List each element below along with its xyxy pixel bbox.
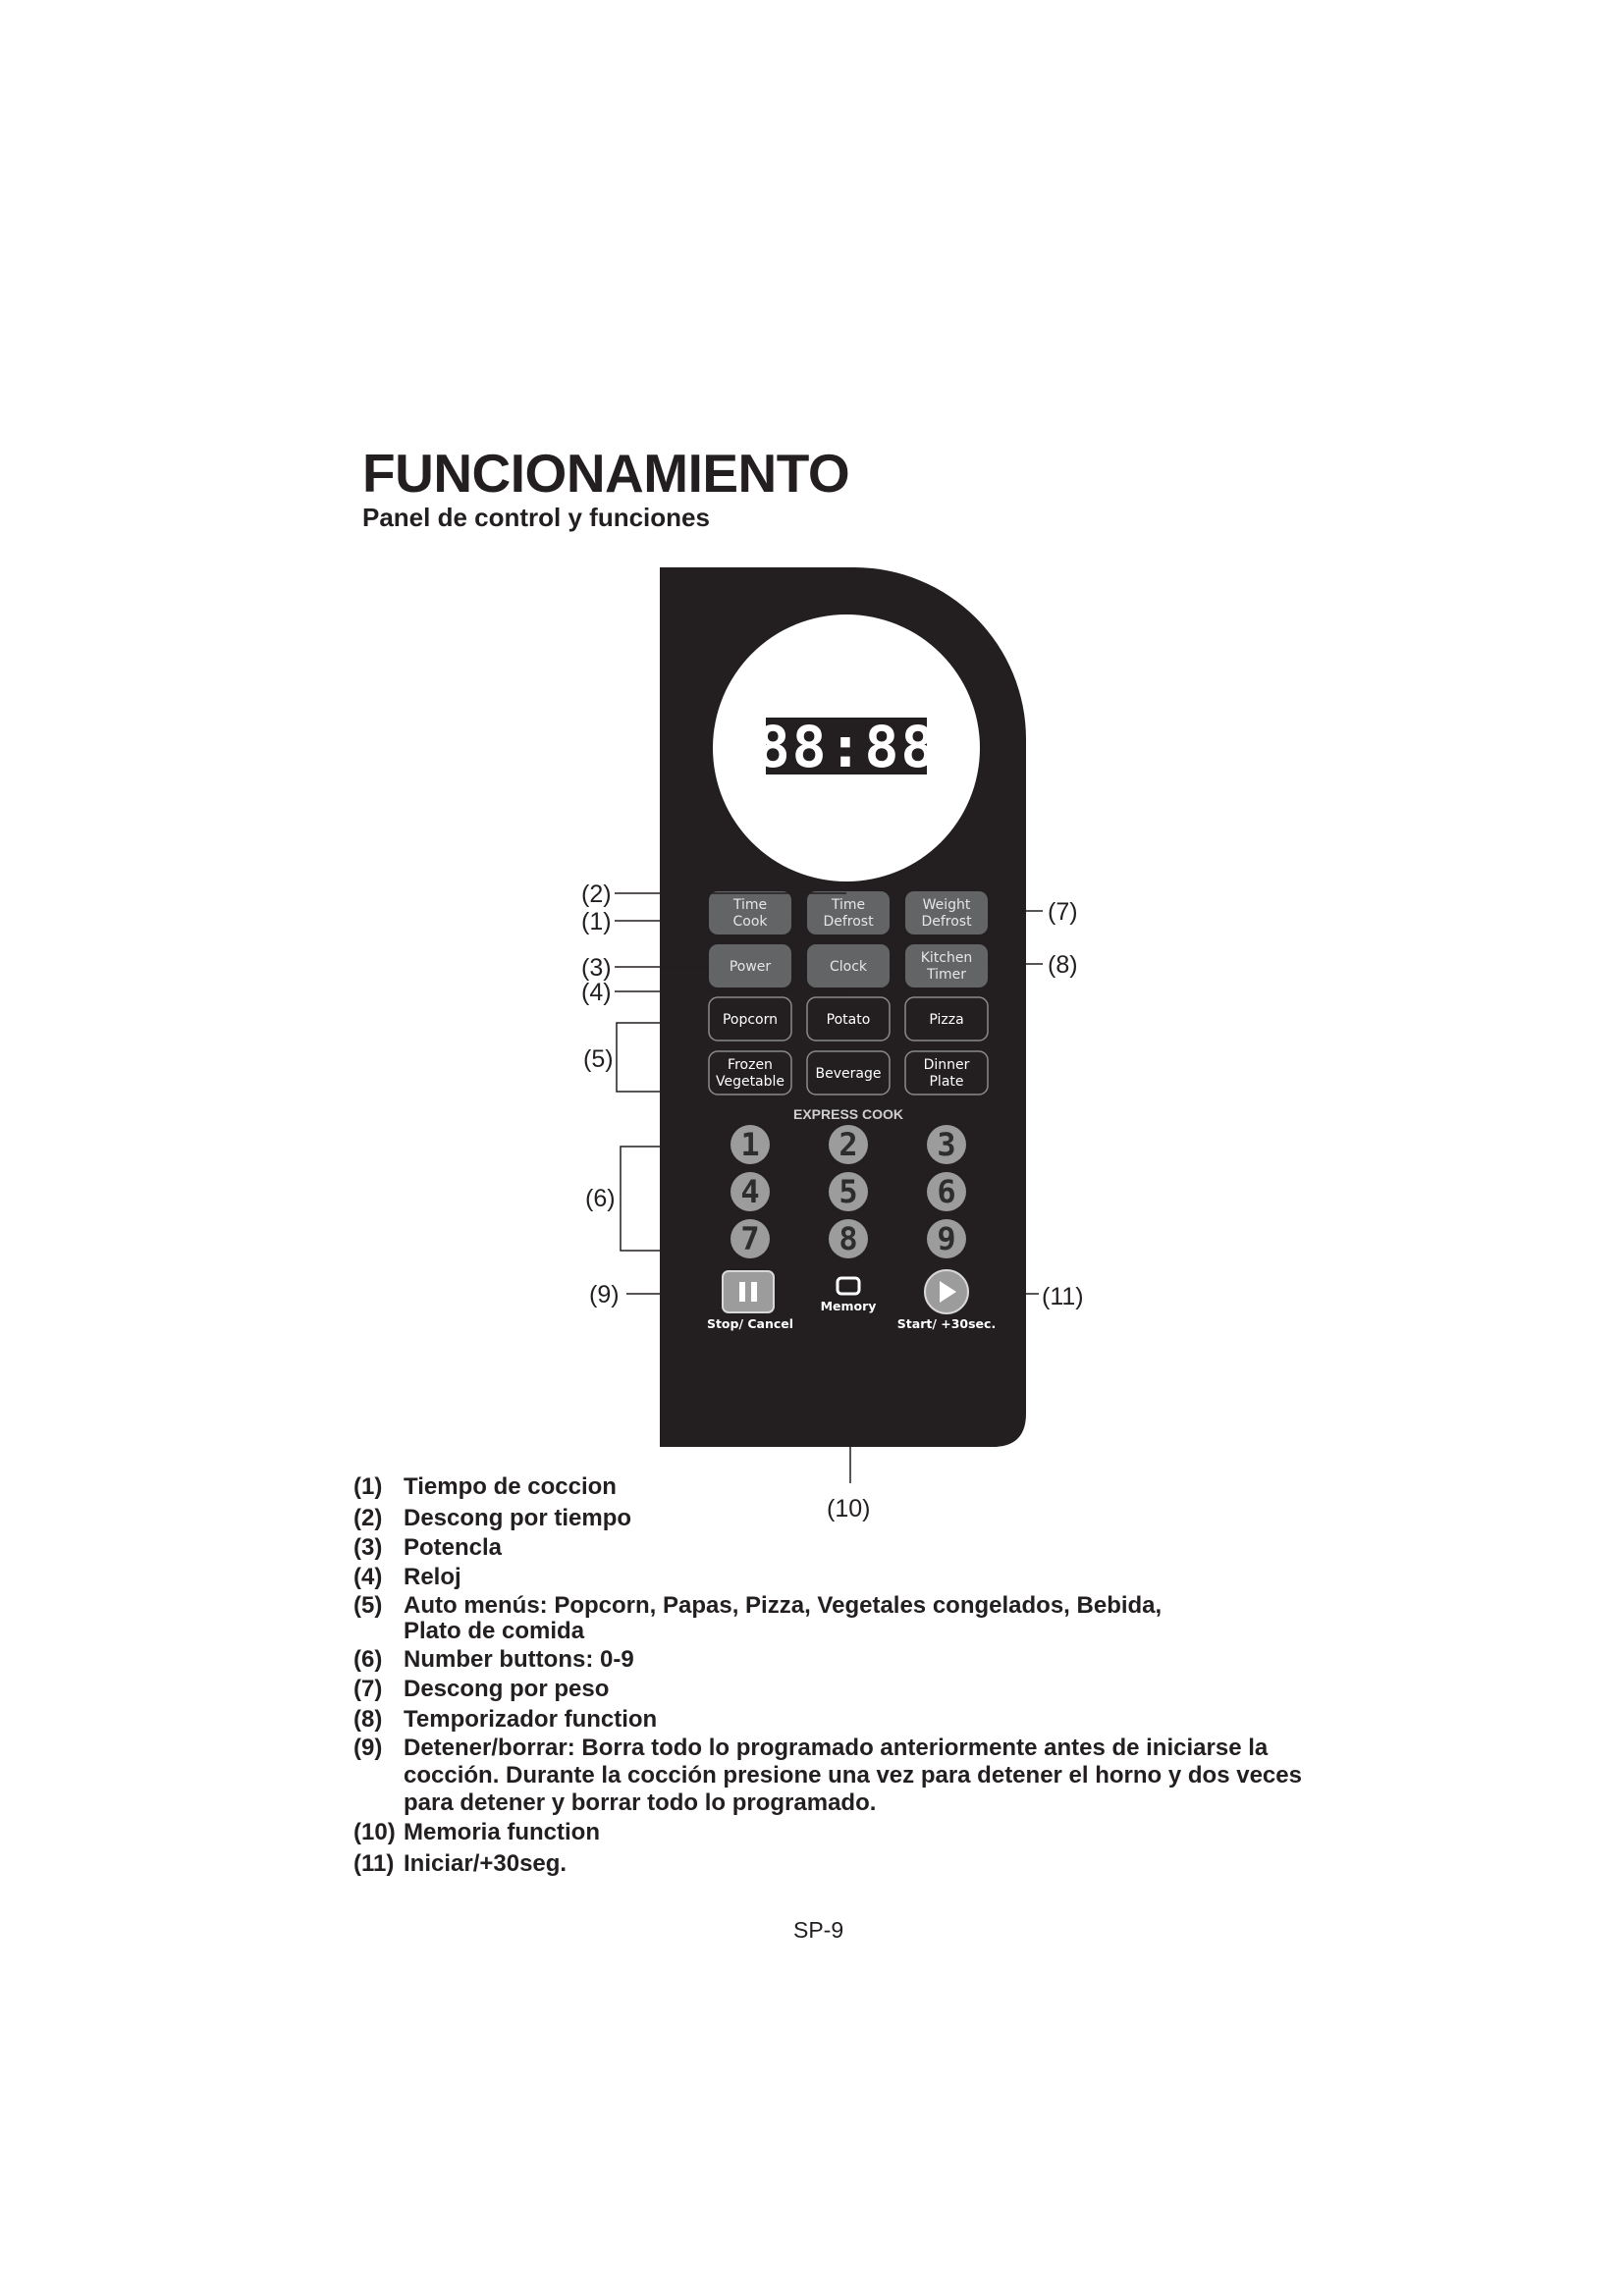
- svg-text:6: 6: [937, 1173, 956, 1210]
- svg-text:Memory: Memory: [820, 1299, 877, 1313]
- svg-text:8: 8: [839, 1220, 858, 1257]
- page-title: FUNCIONAMIENTO: [362, 443, 850, 504]
- number-button-5[interactable]: [829, 1172, 868, 1211]
- svg-text:Cook: Cook: [732, 914, 768, 930]
- svg-text:Popcorn: Popcorn: [722, 1012, 779, 1028]
- number-button-7[interactable]: [730, 1219, 770, 1258]
- kitchen-timer-button[interactable]: [905, 944, 988, 988]
- page-subtitle: Panel de control y funciones: [362, 503, 710, 532]
- svg-text:Timer: Timer: [926, 967, 967, 983]
- callout-2: (2): [581, 881, 612, 908]
- weight-defrost-button[interactable]: [905, 891, 988, 934]
- svg-text:1: 1: [740, 1126, 760, 1163]
- number-button-9[interactable]: [927, 1219, 966, 1258]
- number-button-6[interactable]: [927, 1172, 966, 1211]
- svg-text:Pizza: Pizza: [929, 1012, 964, 1028]
- time-cook-button[interactable]: [709, 891, 791, 934]
- svg-text:Stop/ Cancel: Stop/ Cancel: [706, 1316, 794, 1331]
- svg-text:Time: Time: [831, 897, 866, 913]
- svg-text:Time: Time: [732, 897, 768, 913]
- number-button-8[interactable]: [829, 1219, 868, 1258]
- callout-11: (11): [1042, 1283, 1084, 1310]
- express-cook-label: EXPRESS COOK: [792, 1106, 904, 1122]
- callout-5: (5): [583, 1045, 614, 1073]
- svg-text:Start/ +30sec.: Start/ +30sec.: [896, 1316, 997, 1331]
- svg-text:Defrost: Defrost: [823, 914, 874, 930]
- callout-8: (8): [1048, 951, 1078, 979]
- pause-icon: [739, 1282, 745, 1302]
- svg-text:Power: Power: [729, 959, 772, 975]
- number-button-4[interactable]: [730, 1172, 770, 1211]
- callout-9: (9): [589, 1281, 620, 1308]
- callout-7: (7): [1048, 898, 1078, 926]
- svg-text:Potato: Potato: [826, 1012, 871, 1028]
- display-digits: 88:88: [755, 714, 938, 780]
- svg-text:Dinner: Dinner: [923, 1057, 970, 1073]
- svg-text:4: 4: [740, 1173, 760, 1210]
- page-number: SP-9: [793, 1917, 844, 1943]
- time-defrost-button[interactable]: [807, 891, 890, 934]
- svg-text:7: 7: [740, 1220, 760, 1257]
- svg-text:3: 3: [937, 1126, 956, 1163]
- number-button-3[interactable]: [927, 1125, 966, 1164]
- svg-text:Vegetable: Vegetable: [715, 1074, 785, 1090]
- callout-4: (4): [581, 979, 612, 1006]
- callout-3: (3): [581, 954, 612, 982]
- svg-text:Clock: Clock: [829, 959, 868, 975]
- svg-text:9: 9: [937, 1220, 956, 1257]
- callout-6: (6): [585, 1185, 616, 1212]
- svg-text:Weight: Weight: [922, 897, 971, 913]
- number-button-2[interactable]: [829, 1125, 868, 1164]
- svg-text:5: 5: [839, 1173, 858, 1210]
- svg-text:Beverage: Beverage: [815, 1066, 882, 1082]
- callout-1: (1): [581, 908, 612, 935]
- callout-10: (10): [827, 1495, 871, 1522]
- number-button-1[interactable]: [730, 1125, 770, 1164]
- clock-button[interactable]: [807, 944, 890, 988]
- svg-text:Plate: Plate: [929, 1074, 964, 1090]
- svg-text:Defrost: Defrost: [921, 914, 972, 930]
- power-button[interactable]: [709, 944, 791, 988]
- svg-text:2: 2: [839, 1126, 858, 1163]
- svg-text:Kitchen: Kitchen: [920, 950, 973, 966]
- svg-text:Frozen: Frozen: [728, 1057, 773, 1073]
